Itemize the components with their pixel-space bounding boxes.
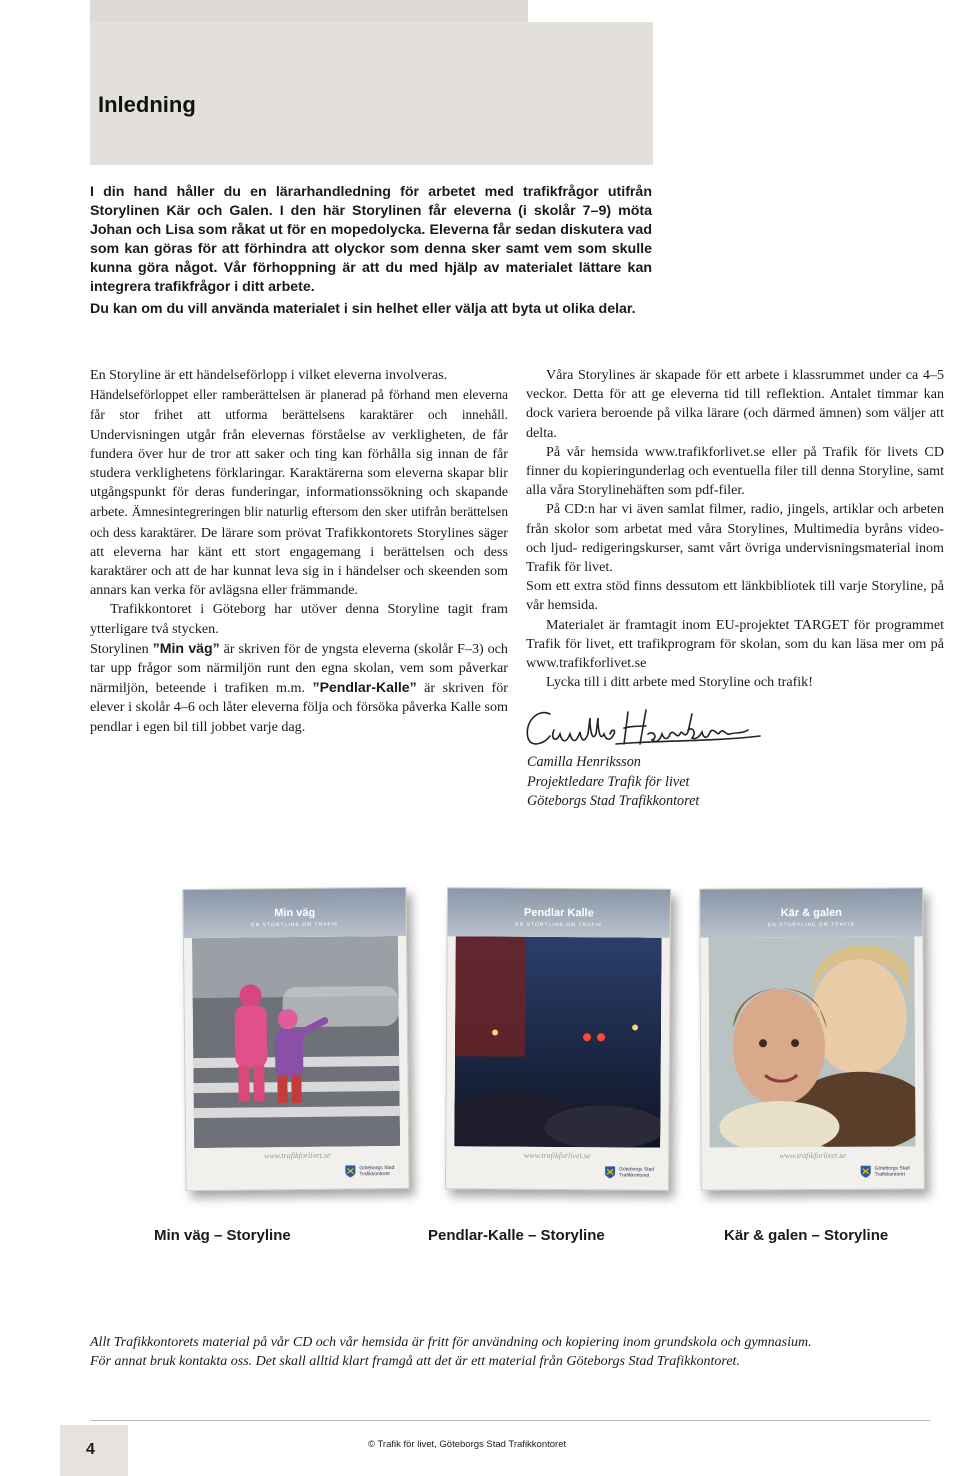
- cover-photo-driver: [454, 936, 661, 1147]
- cover-logo: Göteborgs Stad Trafikkontoret: [604, 1165, 654, 1179]
- cover-subtitle: EN STORYLINE OM TRAFIK: [251, 921, 339, 929]
- right-column: [526, 366, 944, 692]
- cover-url: www.trafikforlivet.se: [779, 1150, 846, 1161]
- cover-photo-teens: [708, 936, 915, 1147]
- goteborg-crest-icon: [604, 1165, 616, 1179]
- body-paragraph: På vår hemsida www.trafikforlivet.se eller på Trafik för livets CD finner du kopieringunderlag och eventuella filer till denna Storyline, samt alla våra Storylinehäften som pdf-filer.: [526, 443, 944, 499]
- body-paragraph: En Storyline är ett händelseförlopp i vilket eleverna involveras.: [90, 367, 448, 383]
- cover-logo: Göteborgs Stad Trafikkontoret: [344, 1164, 394, 1179]
- signature-role: Projektledare Trafik för livet: [527, 773, 690, 790]
- book-covers: [0, 868, 960, 1228]
- usage-note: Allt Trafikkontorets material på vår CD och vår hemsida är fritt för användning och kopiering inom grundskola och gymnasium. För annat bruk kontakta oss. Det skall alltid klart framgå att det är ett material från Göteborgs Stad Trafikkontoret.: [90, 1335, 812, 1369]
- signature-org: Göteborgs Stad Trafikkontoret: [527, 793, 700, 809]
- intro-block: [90, 183, 652, 322]
- cover-url: www.trafikforlivet.se: [523, 1150, 591, 1161]
- signature-block: [527, 753, 699, 812]
- book-caption: Pendlar-Kalle – Storyline: [428, 1227, 605, 1244]
- cover-title: Pendlar Kalle: [523, 906, 594, 920]
- intro-paragraph: I din hand håller du en lärarhandledning för arbetet med trafikfrågor utifrån Storylinen Kär och Galen. I den här Storylinen får eleverna (i skolår 7–9) möta Johan och Lisa som råkat ut för en mopedolycka. Eleverna får sedan diskutera vad som kan göras för att förhindra att olyckor som denna sker samt vem som skulle kunna göra något. Vår förhoppning är att du med hjälp av materialet lättare kan integrera trafikfrågor i ditt arbete.: [90, 184, 652, 295]
- cover-logo: Göteborgs Stad Trafikkontoret: [860, 1164, 910, 1178]
- book-cover-min-vag: [182, 887, 409, 1191]
- cover-title: Kär & galen: [780, 906, 842, 920]
- cover-url: www.trafikforlivet.se: [263, 1150, 331, 1161]
- cover-subtitle: EN STORYLINE OM TRAFIK: [515, 921, 603, 929]
- storyline-name: ”Pendlar-Kalle”: [312, 679, 417, 696]
- signature-name: Camilla Henriksson: [527, 754, 641, 770]
- book-caption: Min väg – Storyline: [154, 1227, 291, 1244]
- book-cover-pendlar-kalle: [445, 887, 671, 1191]
- body-paragraph: Storylinen ”Min väg” är skriven för de yngsta eleverna (skolår F–3) och tar upp frågor som närmiljön runt den egna skolan, vem som påverkar närmiljön, beteende i trafiken m.m. ”Pendlar-Kalle” är skriven för elever i skolår 4–6 och låter eleverna följa och försöka påverka Kalle som pendlar i egen bil till jobbet varje dag.: [90, 639, 508, 735]
- body-paragraph: Lycka till i ditt arbete med Storyline och trafik!: [546, 674, 813, 691]
- cover-title: Min väg: [274, 906, 316, 920]
- book-cover-kar-och-galen: [699, 887, 925, 1190]
- footer-divider: [90, 1420, 930, 1421]
- goteborg-crest-icon: [860, 1165, 872, 1179]
- body-paragraph: Våra Storylines är skapade för ett arbete i klassrummet under ca 4–5 veckor. Detta för att ge eleverna tid till reflektion. Antalet timmar kan dock variera beroende på vilka lärare (och därmed ämnen) som väljer att delta.: [526, 367, 944, 441]
- body-paragraph: Materialet är framtagit inom EU-projektet TARGET för programmet Trafik för livet, ett trafikprogram för skolan, som du kan läsa mer om på www.trafikforlivet.se: [526, 616, 944, 672]
- intro-paragraph: Du kan om du vill använda materialet i sin helhet eller välja att byta ut olika delar.: [90, 301, 636, 317]
- page-number: 4: [86, 1441, 95, 1458]
- left-column: [90, 366, 508, 737]
- body-paragraph: Trafikkontoret i Göteborg har utöver denna Storyline tagit fram ytterligare två stycken.: [90, 601, 508, 637]
- cover-photo-children: [192, 936, 400, 1148]
- copyright-text: © Trafik för livet, Göteborgs Stad Trafikkontoret: [368, 1439, 567, 1450]
- book-caption: Kär & galen – Storyline: [724, 1227, 889, 1244]
- handwritten-signature: [520, 700, 770, 755]
- cover-subtitle: EN STORYLINE OM TRAFIK: [767, 921, 855, 929]
- page-title: Inledning: [98, 92, 196, 117]
- goteborg-crest-icon: [344, 1164, 356, 1178]
- body-paragraph: Händelseförloppet eller ramberättelsen är planerad på förhand men eleverna får stor frihet att utforma berättelsens karaktärer och innehåll. Undervisningen utgår från elevernas förståelse av verkligheten, de får fundera över hur de tror att saker och ting kan förhålla sig innan de får studera verklighetens förklaringar. Karaktärerna som eleverna skapar blir utgångspunkt för deras funderingar, informationssökning och skapande arbete. Ämnesintegreringen blir naturlig eftersom den sker utifrån berättelsen och dess karaktärer. De lärare som prövat Trafikkontorets Storylines säger att eleverna har känt ett stort engagemang i berättelsen och dess karaktärer och att de har kunnat leva sig in i händelser och skeenden som annars kan verka för avlägsna eller främmande.: [90, 387, 508, 599]
- storyline-name: ”Min väg”: [152, 639, 220, 656]
- body-paragraph: På CD:n har vi även samlat filmer, radio, jingels, artiklar och arbeten från skolor som arbetat med våra Storylines, Multimedia byråns video- och ljud- redigeringskurser, samt vårt övriga undervisningsmaterial inom Trafik för livet.: [526, 501, 944, 576]
- body-paragraph: Som ett extra stöd finns dessutom ett länkbibliotek till varje Storyline, på vår hemsida.: [526, 578, 944, 614]
